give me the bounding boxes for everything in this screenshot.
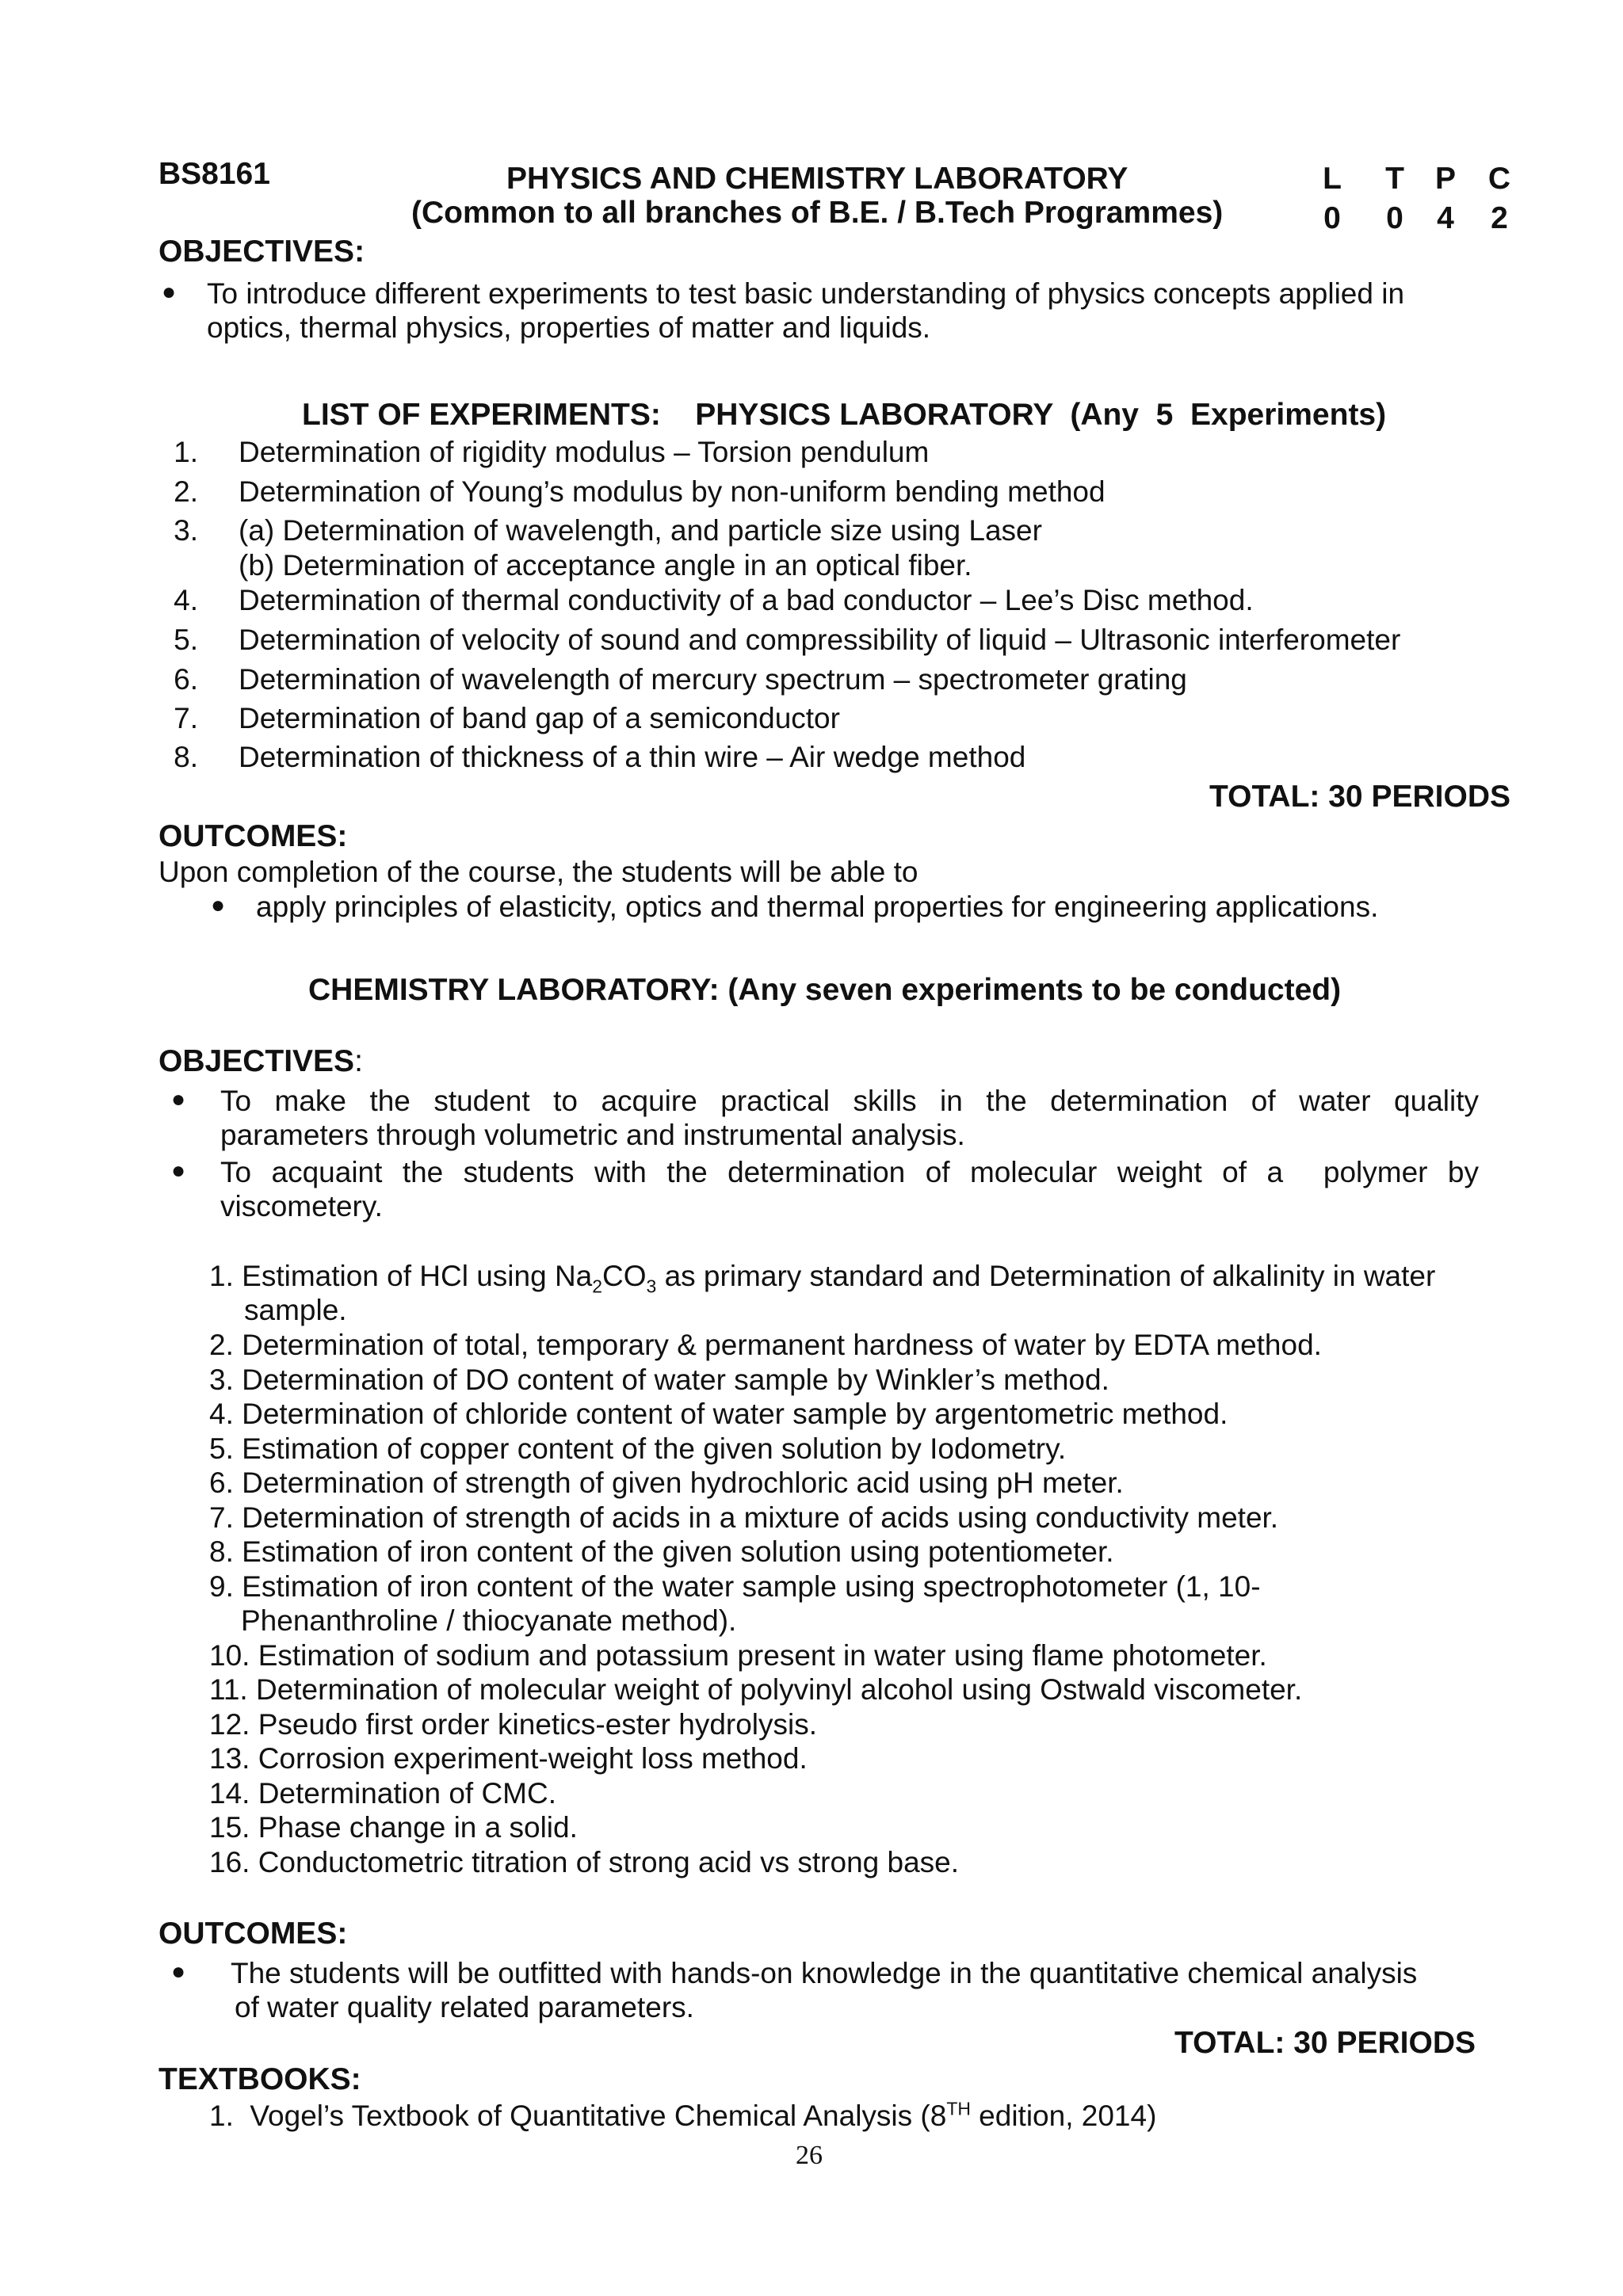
list-item: Determination of band gap of a semiconductor [239, 702, 840, 734]
textbook-text: 1. Vogel’s Textbook of Quantitative Chemical Analysis (8 [209, 2100, 947, 2132]
page-number: 26 [796, 2141, 823, 2170]
list-item: 12. Pseudo first order kinetics-ester hydrolysis. [209, 1708, 818, 1741]
physics-total-periods: TOTAL: 30 PERIODS [1209, 780, 1510, 814]
list-item: 2. Determination of total, temporary & permanent hardness of water by EDTA method. [209, 1329, 1322, 1361]
course-subtitle: (Common to all branches of B.E. / B.Tech Programmes) [411, 196, 1224, 230]
chemistry-objective-line: To make the student to acquire practical skills in the determination of water quality [220, 1085, 1479, 1117]
list-item-number: 1. [174, 436, 198, 468]
list-item: 3. Determination of DO content of water sample by Winkler’s method. [209, 1363, 1109, 1396]
list-item: 4. Determination of chloride content of water sample by argentometric method. [209, 1398, 1228, 1430]
bullet-icon: ● [162, 279, 177, 305]
list-item-number: 2. [174, 475, 198, 508]
physics-outcomes-heading: OUTCOMES: [158, 819, 348, 853]
physics-outcome: apply principles of elasticity, optics and thermal properties for engineering applications. [256, 891, 1379, 923]
list-item-number: 3. [174, 514, 198, 547]
textbooks-heading: TEXTBOOKS: [158, 2062, 361, 2096]
textbook-text: edition, 2014) [970, 2100, 1157, 2132]
ltpc-label-t: T [1385, 162, 1404, 196]
objectives-colon: : [354, 1044, 363, 1078]
list-item: 7. Determination of strength of acids in a mixture of acids using conductivity meter. [209, 1501, 1279, 1534]
list-item: (a) Determination of wavelength, and particle size using Laser [239, 514, 1042, 547]
ltpc-label-c: C [1487, 162, 1511, 196]
bullet-icon: ● [171, 1158, 186, 1184]
physics-objective-line: optics, thermal physics, properties of matter and liquids. [207, 311, 931, 344]
list-item-number: 5. [174, 624, 198, 656]
list-item-continuation: (b) Determination of acceptance angle in an optical fiber. [239, 549, 972, 582]
course-title: PHYSICS AND CHEMISTRY LABORATORY [506, 162, 1128, 196]
chemistry-heading: CHEMISTRY LABORATORY: (Any seven experiments to be conducted) [308, 973, 1342, 1007]
list-item-number: 4. [174, 584, 198, 616]
subscript: 3 [646, 1276, 657, 1297]
list-item: 10. Estimation of sodium and potassium present in water using flame photometer. [209, 1639, 1267, 1672]
chemistry-outcome-line: The students will be outfitted with hands-on knowledge in the quantitative chemical analysis [231, 1957, 1418, 1989]
list-item-number: 8. [174, 741, 198, 773]
ltpc-label-p: P [1434, 162, 1456, 196]
bullet-icon: ● [211, 892, 226, 918]
list-item: 5. Estimation of copper content of the given solution by Iodometry. [209, 1432, 1067, 1465]
list-item-text: 1. Estimation of HCl using Na [209, 1260, 593, 1292]
chemistry-objective-line: viscometery. [220, 1190, 383, 1222]
physics-objective-line: To introduce different experiments to test basic understanding of physics concepts applied in [207, 277, 1405, 310]
chemistry-objectives-heading [158, 1044, 363, 1079]
ltpc-label-l: L [1323, 162, 1342, 196]
list-item-number: 7. [174, 702, 198, 734]
list-item-continuation: Phenanthroline / thiocyanate method). [241, 1604, 737, 1637]
chemistry-objective-line: To acquaint the students with the determination of molecular weight of a polymer by [220, 1156, 1479, 1188]
list-item: 15. Phase change in a solid. [209, 1811, 578, 1844]
chemistry-outcomes-heading: OUTCOMES: [158, 1917, 348, 1951]
textbook-item [209, 2100, 1156, 2133]
list-item-text: CO [602, 1260, 647, 1292]
ltpc-value-t: 0 [1386, 201, 1403, 235]
list-item-continuation: sample. [244, 1294, 347, 1326]
list-item: 14. Determination of CMC. [209, 1777, 557, 1810]
ltpc-value-c: 2 [1491, 201, 1508, 235]
list-item: 8. Estimation of iron content of the given solution using potentiometer. [209, 1535, 1114, 1568]
list-item: Determination of Young’s modulus by non-uniform bending method [239, 475, 1106, 508]
objectives-label: OBJECTIVES [158, 1044, 355, 1078]
list-item: Determination of rigidity modulus – Torsion pendulum [239, 436, 930, 468]
chemistry-outcome-line: of water quality related parameters. [235, 1991, 694, 2023]
list-item-text: as primary standard and Determination of alkalinity in water [656, 1260, 1436, 1292]
course-code: BS8161 [158, 157, 270, 191]
list-item: 16. Conductometric titration of strong acid vs strong base. [209, 1846, 960, 1878]
superscript: TH [946, 2098, 971, 2119]
chemistry-objective-line: parameters through volumetric and instrumental analysis. [220, 1119, 965, 1151]
ltpc-value-p: 4 [1437, 201, 1454, 235]
subscript: 2 [592, 1276, 603, 1297]
list-item: 13. Corrosion experiment-weight loss method. [209, 1742, 808, 1775]
list-item-number: 6. [174, 663, 198, 696]
list-item [209, 1260, 1436, 1297]
bullet-icon: ● [171, 1958, 186, 1985]
list-item: 9. Estimation of iron content of the water sample using spectrophotometer (1, 10- [209, 1570, 1261, 1603]
list-item: 11. Determination of molecular weight of polyvinyl alcohol using Ostwald viscometer. [209, 1673, 1303, 1706]
physics-list-heading: LIST OF EXPERIMENTS: PHYSICS LABORATORY (Any 5 Experiments) [302, 398, 1387, 432]
list-item: Determination of thermal conductivity of a bad conductor – Lee’s Disc method. [239, 584, 1254, 616]
physics-outcomes-intro: Upon completion of the course, the students will be able to [158, 856, 918, 888]
list-item: Determination of thickness of a thin wire – Air wedge method [239, 741, 1026, 773]
chemistry-total-periods: TOTAL: 30 PERIODS [1174, 2026, 1476, 2060]
list-item: 6. Determination of strength of given hydrochloric acid using pH meter. [209, 1466, 1124, 1499]
bullet-icon: ● [171, 1086, 186, 1112]
ltpc-value-l: 0 [1323, 201, 1341, 235]
list-item: Determination of wavelength of mercury spectrum – spectrometer grating [239, 663, 1187, 696]
physics-objectives-heading: OBJECTIVES: [158, 235, 365, 269]
list-item: Determination of velocity of sound and compressibility of liquid – Ultrasonic interferometer [239, 624, 1401, 656]
